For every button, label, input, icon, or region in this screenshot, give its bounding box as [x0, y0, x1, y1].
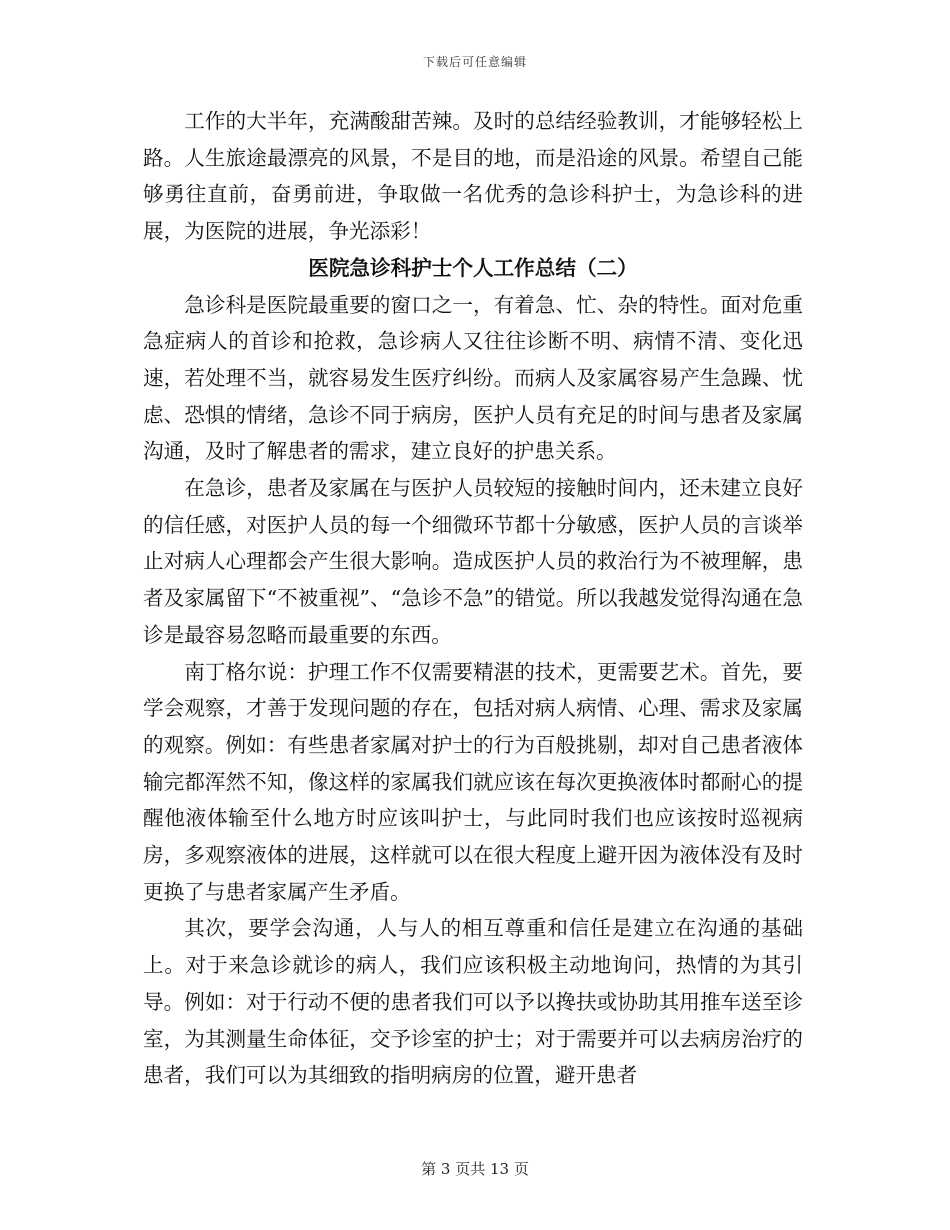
- document-body: [143, 103, 803, 1094]
- paragraph-2: 急诊科是医院最重要的窗口之一，有着急、忙、杂的特性。面对危重急症病人的首诊和抢救，急诊病人又往往诊断不明、病情不清、变化迅速，若处理不当，就容易发生医疗纠纷。而病人及家属容易产生急躁、忧虑、恐惧的情绪，急诊不同于病房，医护人员有充足的时间与患者及家属沟通，及时了解患者的需求，建立良好的护患关系。: [143, 292, 803, 464]
- paragraph-5: 其次，要学会沟通，人与人的相互尊重和信任是建立在沟通的基础上。对于来急诊就诊的病人，我们应该积极主动地询问，热情的为其引导。例如：对于行动不便的患者我们可以予以搀扶或协助其用推车送至诊室，为其测量生命体征，交予诊室的护士；对于需要并可以去病房治疗的患者，我们可以为其细致的指明病房的位置，避开患者: [143, 916, 803, 1088]
- page-header: 下载后可任意编辑: [422, 55, 527, 69]
- paragraph-4: 南丁格尔说：护理工作不仅需要精湛的技术，更需要艺术。首先，要学会观察，才善于发现问题的存在，包括对病人病情、心理、需求及家属的观察。例如：有些患者家属对护士的行为百般挑剔，却对自己患者液体输完都浑然不知，像这样的家属我们就应该在每次更换液体时都耐心的提醒他液体输至什么地方时应该叫护士，与此同时我们也应该按时巡视病房，多观察液体的进展，这样就可以在很大程度上避开因为液体没有及时更换了与患者家属产生矛盾。: [143, 659, 803, 904]
- section-heading: 医院急诊科护士个人工作总结（二）: [308, 255, 638, 280]
- paragraph-3: 在急诊，患者及家属在与医护人员较短的接触时间内，还未建立良好的信任感，对医护人员的每一个细微环节都十分敏感，医护人员的言谈举止对病人心理都会产生很大影响。造成医护人员的救治行为不被理解，患者及家属留下“不被重视”、“急诊不急”的错觉。所以我越发觉得沟通在急诊是最容易忽略而最重要的东西。: [143, 476, 803, 647]
- paragraph-1: 工作的大半年，充满酸甜苦辣。及时的总结经验教训，才能够轻松上路。人生旅途最漂亮的风景，不是目的地，而是沿途的风景。希望自己能够勇往直前，奋勇前进，争取做一名优秀的急诊科护士，为急诊科的进展，为医院的进展，争光添彩！: [143, 109, 803, 244]
- page-footer: 第 3 页共 13 页: [421, 1160, 529, 1178]
